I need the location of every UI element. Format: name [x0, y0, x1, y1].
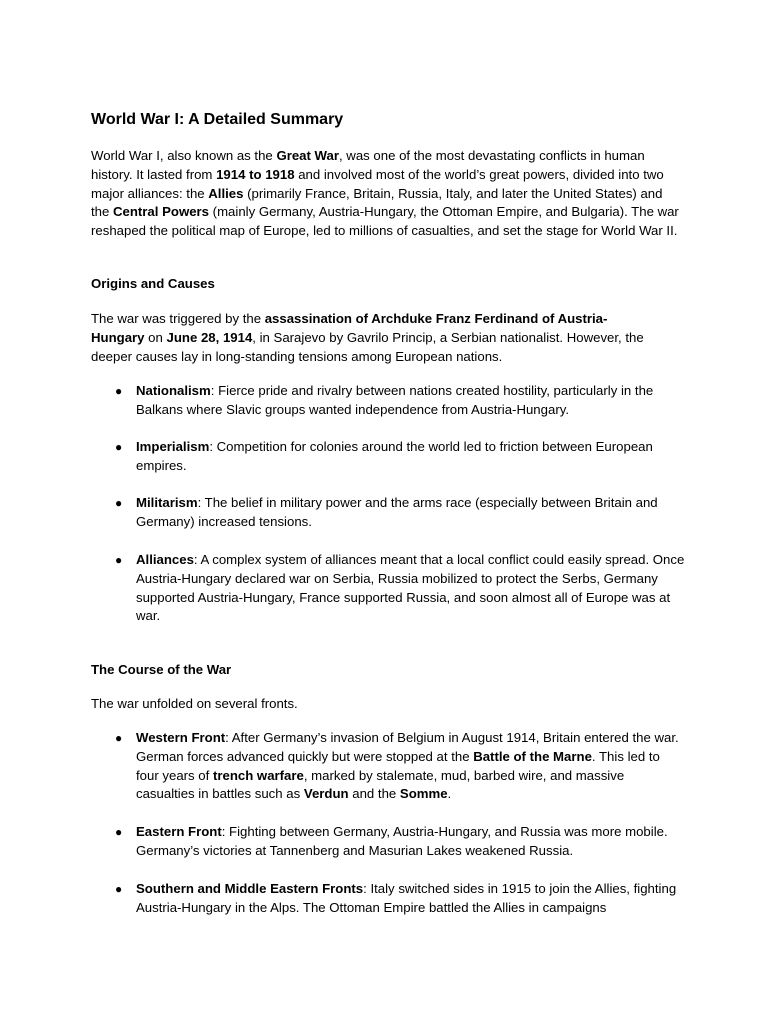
page-title: World War I: A Detailed Summary	[91, 111, 344, 128]
list-item-text	[136, 552, 684, 623]
bullet-dot-icon: ●	[115, 731, 123, 745]
text-run: , marked by stalemate, mud, barbed wire, and massive casualties in battles such as	[136, 767, 625, 802]
text-run: World War I, also known as the	[91, 148, 277, 163]
bold-run: Militarism	[136, 495, 198, 510]
list-item-text	[136, 730, 679, 801]
intro-paragraph	[91, 147, 681, 241]
bold-run: Somme	[399, 786, 448, 802]
bold-run: 1914 to 1918	[216, 166, 295, 182]
bullet-dot-icon: ●	[115, 384, 123, 398]
bold-run: Nationalism	[136, 383, 211, 398]
bold-run: Central Powers	[113, 204, 210, 220]
bullet-dot-icon: ●	[115, 496, 123, 510]
text-run: on	[144, 329, 167, 345]
section-heading-course: The Course of the War	[91, 662, 232, 677]
list-item-text	[136, 824, 668, 858]
bold-run: Imperialism	[136, 439, 210, 454]
text-run: . This led to four years of	[136, 748, 660, 783]
section-heading-origins: Origins and Causes	[91, 276, 215, 291]
text-run: The war was triggered by the	[91, 311, 265, 326]
course-paragraph	[91, 695, 681, 714]
list-item	[115, 880, 686, 918]
list-item	[115, 438, 686, 476]
text-run: The war unfolded on several fronts.	[91, 696, 298, 711]
list-item-text	[136, 495, 658, 529]
list-item	[115, 551, 686, 626]
bold-run: Eastern Front	[136, 824, 222, 839]
list-item	[115, 729, 686, 804]
text-run: : Italy switched sides in 1915 to join the Allies, fighting Austria-Hungary in the Alps. The Ottoman Empire battled the Allies in campaigns	[136, 881, 677, 915]
text-run: , in Sarajevo by Gavrilo Princip, a Serbian nationalist. However, the deeper causes lay in long-standing tensions among European nations.	[91, 329, 644, 364]
bold-run: Western Front	[136, 730, 226, 745]
text-run: (primarily France, Britain, Russia, Italy, and later the United States) and the	[91, 185, 663, 220]
bold-run: Alliances	[136, 552, 194, 567]
text-run: , was one of the most devastating conflicts in human history. It lasted from	[91, 148, 645, 182]
text-run: : Fighting between Germany, Austria-Hungary, and Russia was more mobile. Germany’s victories at Tannenberg and Masurian Lakes weakened Russia.	[136, 824, 668, 858]
bold-run: assassination of Archduke Franz Ferdinand of Austria-Hungary	[91, 311, 608, 345]
bold-run: Southern and Middle Eastern Fronts	[136, 881, 364, 896]
text-run: and the	[348, 786, 400, 802]
list-item-text	[136, 881, 676, 915]
text-run: : The belief in military power and the arms race (especially between Britain and Germany) increased tensions.	[136, 495, 658, 529]
bullet-dot-icon: ●	[115, 882, 123, 896]
bold-run: Battle of the Marne	[473, 748, 592, 764]
list-item	[115, 494, 686, 532]
origins-paragraph	[91, 310, 651, 366]
text-run: (mainly Germany, Austria-Hungary, the Ottoman Empire, and Bulgaria). The war reshaped the political map of Europe, led to millions of casualties, and set the stage for World War II.	[91, 204, 679, 239]
text-run: : After Germany’s invasion of Belgium in August 1914, Britain entered the war. German forces advanced quickly but were stopped at the	[136, 730, 679, 764]
text-run: : Competition for colonies around the world led to friction between European empires.	[136, 439, 653, 473]
list-item-text	[136, 383, 653, 417]
list-item	[115, 382, 686, 420]
list-item-text	[136, 439, 653, 473]
text-run: and involved most of the world’s great powers, divided into two major alliances: the	[91, 166, 664, 201]
bullet-dot-icon: ●	[115, 553, 123, 567]
text-run: : A complex system of alliances meant that a local conflict could easily spread. Once Austria-Hungary declared war on Serbia, Russia mobilized to protect the Serbs, Germany supported Austria-Hungary, France supported Russia, and soon almost all of Europe was at war.	[136, 552, 685, 624]
bold-run: June 28, 1914	[166, 329, 253, 345]
bold-run: Allies	[208, 185, 244, 201]
bold-run: Great War	[276, 148, 339, 163]
list-item	[115, 823, 686, 861]
bold-run: Verdun	[303, 786, 349, 802]
text-run: .	[447, 786, 452, 802]
bullet-dot-icon: ●	[115, 825, 123, 839]
bold-run: trench warfare	[212, 767, 304, 783]
bullet-dot-icon: ●	[115, 440, 123, 454]
text-run: : Fierce pride and rivalry between nations created hostility, particularly in the Balkans where Slavic groups wanted independence from Austria-Hungary.	[136, 383, 654, 417]
